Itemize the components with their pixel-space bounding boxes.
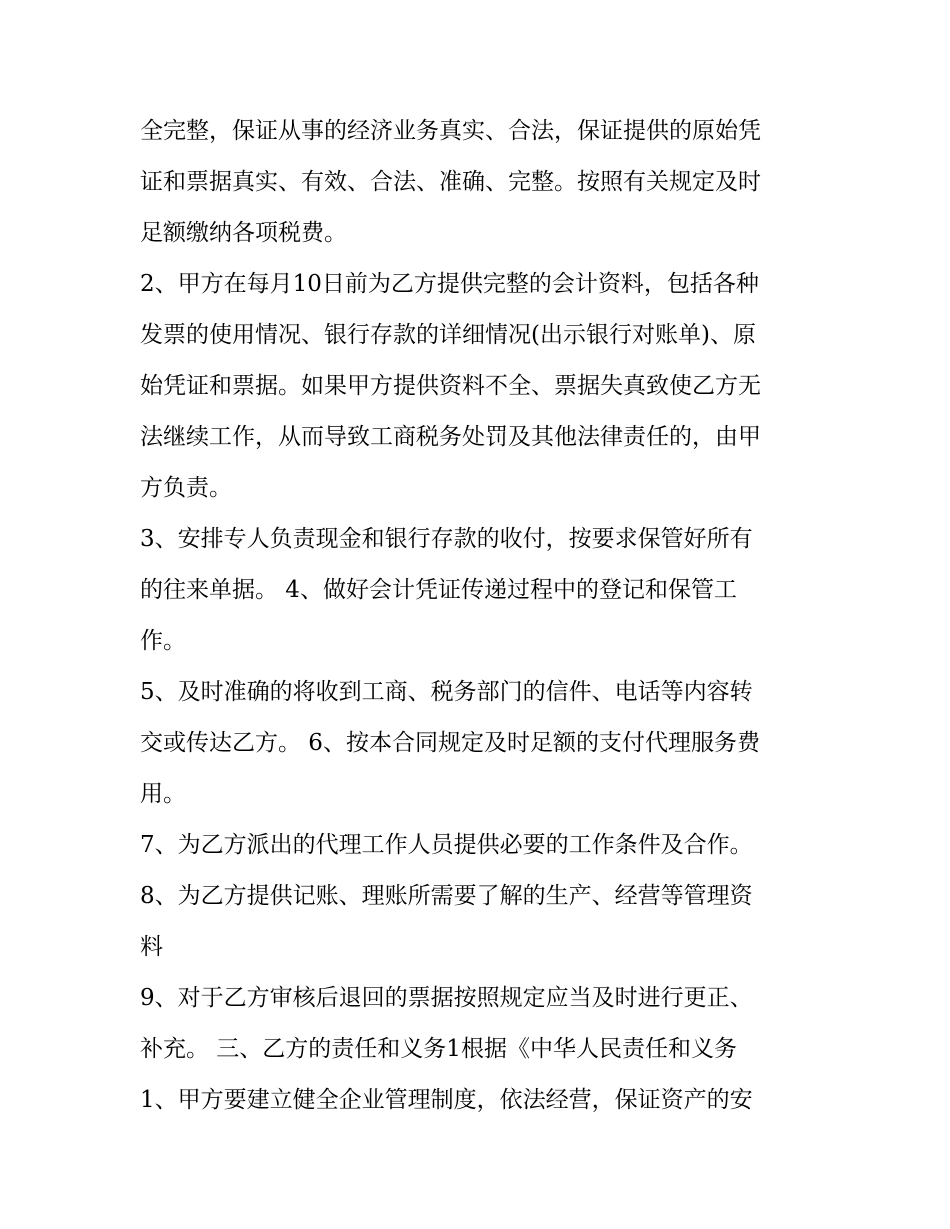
text-line: 发票的使用情况、银行存款的详细情况(出示银行对账单)、原 xyxy=(140,322,756,348)
text-line: 始凭证和票据。如果甲方提供资料不全、票据失真致使乙方无 xyxy=(140,373,761,399)
text-line: 5、及时准确的将收到工商、税务部门的信件、电话等内容转 xyxy=(140,679,753,705)
body-text xyxy=(140,106,820,1126)
text-line: 证和票据真实、有效、合法、准确、完整。按照有关规定及时 xyxy=(140,169,761,195)
text-line: 料 xyxy=(140,934,163,960)
text-line: 9、对于乙方审核后退回的票据按照规定应当及时进行更正、 xyxy=(140,985,753,1011)
text-line: 全完整，保证从事的经济业务真实、合法，保证提供的原始凭 xyxy=(140,118,761,144)
text-line: 2、甲方在每月10日前为乙方提供完整的会计资料，包括各种 xyxy=(140,271,759,297)
text-line: 用。 xyxy=(140,781,186,807)
text-line: 足额缴纳各项税费。 xyxy=(140,220,347,246)
text-line: 作。 xyxy=(140,628,186,654)
text-line: 交或传达乙方。 6、按本合同规定及时足额的支付代理服务费 xyxy=(140,730,760,756)
text-line: 1、甲方要建立健全企业管理制度，依法经营，保证资产的安 xyxy=(140,1087,753,1113)
text-line: 补充。 三、乙方的责任和义务1根据《中华人民责任和义务 xyxy=(140,1036,737,1062)
text-line: 的往来单据。 4、做好会计凭证传递过程中的登记和保管工 xyxy=(140,577,737,603)
text-line: 7、为乙方派出的代理工作人员提供必要的工作条件及合作。 xyxy=(140,832,753,858)
text-line: 方负责。 xyxy=(140,475,232,501)
text-line: 法继续工作，从而导致工商税务处罚及其他法律责任的，由甲 xyxy=(140,424,761,450)
text-line: 8、为乙方提供记账、理账所需要了解的生产、经营等管理资 xyxy=(140,883,753,909)
text-line: 3、安排专人负责现金和银行存款的收付，按要求保管好所有 xyxy=(140,526,753,552)
